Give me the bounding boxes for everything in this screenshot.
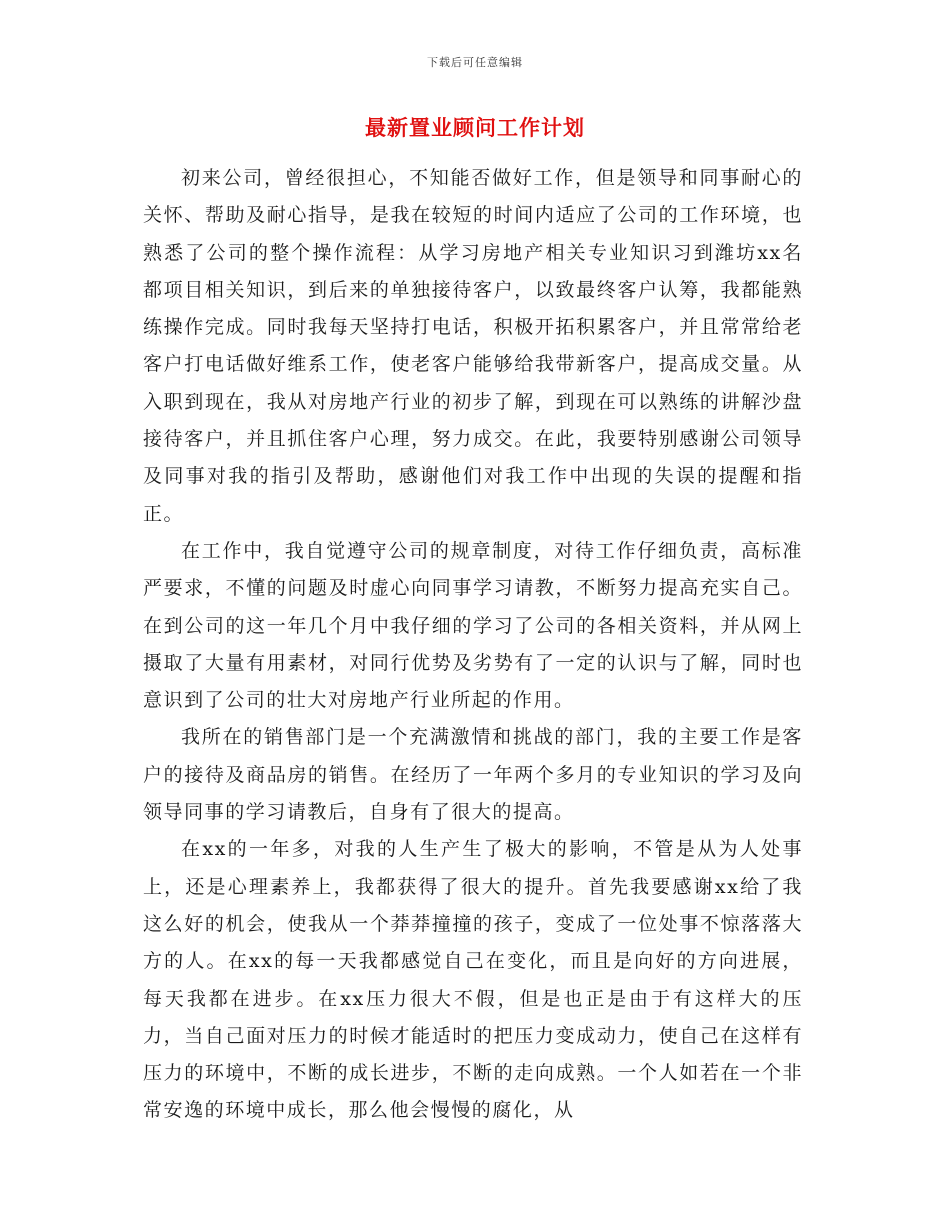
paragraph-3: 我所在的销售部门是一个充满激情和挑战的部门，我的主要工作是客户的接待及商品房的销售。在经历了一年两个多月的专业知识的学习及向领导同事的学习请教后，自身有了很大的提高。 (143, 726, 803, 824)
header-note: 下载后可任意编辑 (427, 56, 523, 69)
document-title: 最新置业顾问工作计划 (365, 115, 585, 140)
document-body (143, 160, 803, 1130)
paragraph-2: 在工作中，我自觉遵守公司的规章制度，对待工作仔细负责，高标准严要求，不懂的问题及时虚心向同事学习请教，不断努力提高充实自己。在到公司的这一年几个月中我仔细的学习了公司的各相关资料，并从网上摄取了大量有用素材，对同行优势及劣势有了一定的认识与了解，同时也意识到了公司的壮大对房地产行业所起的作用。 (143, 539, 803, 712)
paragraph-4: 在xx的一年多，对我的人生产生了极大的影响，不管是从为人处事上，还是心理素养上，我都获得了很大的提升。首先我要感谢xx给了我这么好的机会，使我从一个莽莽撞撞的孩子，变成了一位处事不惊落落大方的人。在xx的每一天我都感觉自己在变化，而且是向好的方向进展，每天我都在进步。在xx压力很大不假，但是也正是由于有这样大的压力，当自己面对压力的时候才能适时的把压力变成动力，使自己在这样有压力的环境中，不断的成长进步，不断的走向成熟。一个人如若在一个非常安逸的环境中成长，那么他会慢慢的腐化，从 (143, 838, 803, 1122)
paragraph-1: 初来公司，曾经很担心，不知能否做好工作，但是领导和同事耐心的关怀、帮助及耐心指导，是我在较短的时间内适应了公司的工作环境，也熟悉了公司的整个操作流程：从学习房地产相关专业知识习到潍坊xx名都项目相关知识，到后来的单独接待客户，以致最终客户认筹，我都能熟练操作完成。同时我每天坚持打电话，积极开拓积累客户，并且常常给老客户打电话做好维系工作，使老客户能够给我带新客户，提高成交量。从入职到现在，我从对房地产行业的初步了解，到现在可以熟练的讲解沙盘接待客户，并且抓住客户心理，努力成交。在此，我要特别感谢公司领导及同事对我的指引及帮助，感谢他们对我工作中出现的失误的提醒和指正。 (143, 167, 803, 525)
